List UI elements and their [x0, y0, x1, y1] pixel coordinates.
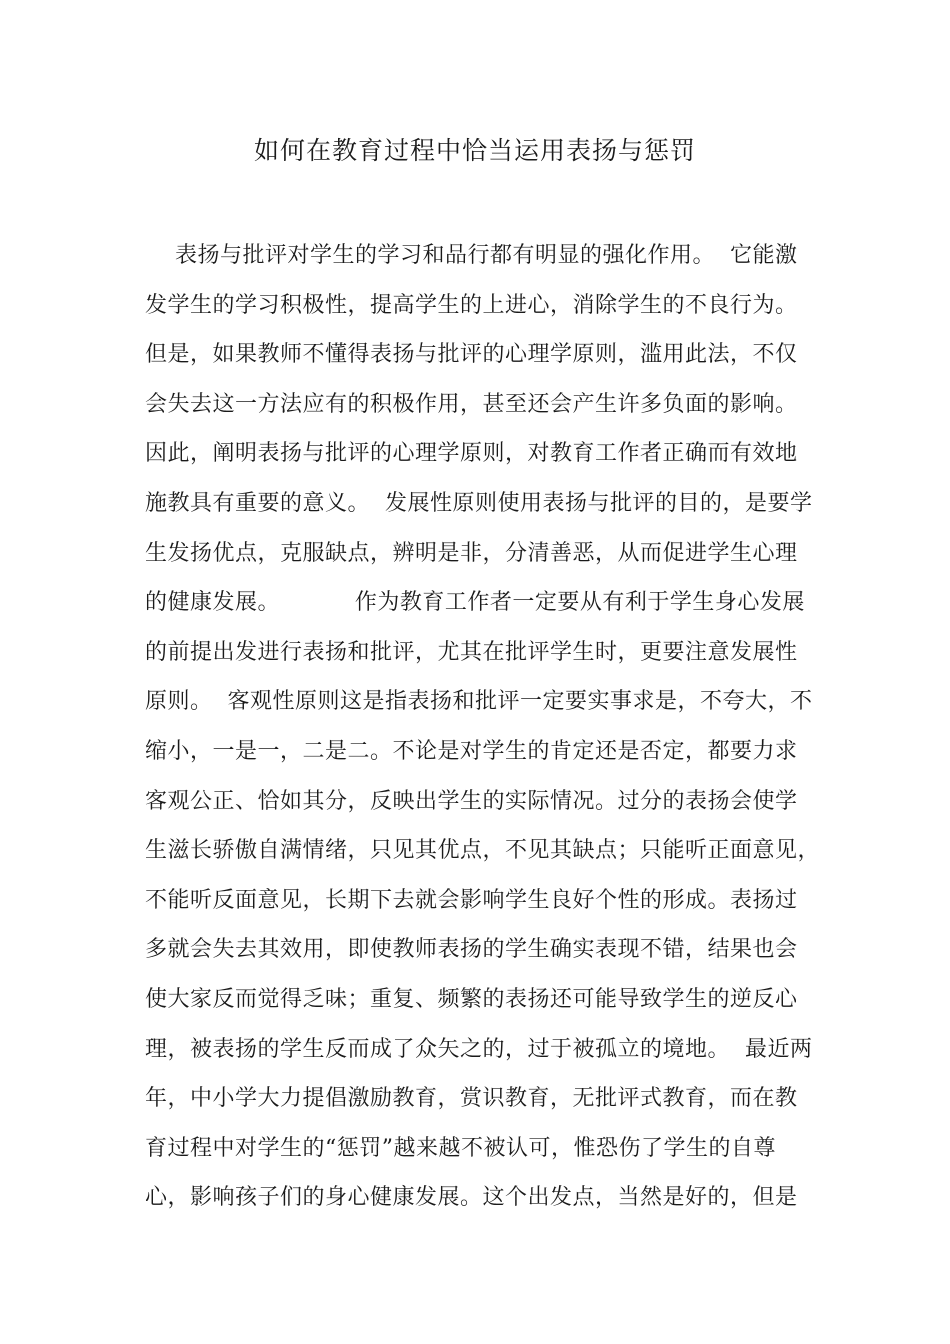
- text-line: 会失去这一方法应有的积极作用，甚至还会产生许多负面的影响。: [145, 391, 798, 417]
- text-line: 使大家反而觉得乏味；重复、频繁的表扬还可能导致学生的逆反心: [145, 986, 798, 1012]
- text-line: 原则。 客观性原则这是指表扬和批评一定要实事求是，不夸大，不: [145, 689, 813, 715]
- text-line: 但是，如果教师不懂得表扬与批评的心理学原则，滥用此法，不仅: [145, 342, 798, 368]
- text-line: 的前提出发进行表扬和批评，尤其在批评学生时，更要注意发展性: [145, 639, 798, 665]
- text-line: 缩小，一是一，二是二。不论是对学生的肯定还是否定，都要力求: [145, 738, 798, 764]
- text-line: 施教具有重要的意义。 发展性原则使用表扬与批评的目的，是要学: [145, 490, 813, 516]
- text-line: 不能听反面意见，长期下去就会影响学生良好个性的形成。表扬过: [145, 887, 798, 913]
- text-line: 发学生的学习积极性，提高学生的上进心，消除学生的不良行为。: [145, 292, 798, 318]
- text-line: 多就会失去其效用，即使教师表扬的学生确实表现不错，结果也会: [145, 937, 798, 963]
- text-line: 心，影响孩子们的身心健康发展。这个出发点，当然是好的，但是: [145, 1185, 798, 1211]
- text-line: 因此，阐明表扬与批评的心理学原则，对教育工作者正确而有效地: [145, 441, 798, 467]
- text-line: 生发扬优点，克服缺点，辨明是非，分清善恶，从而促进学生心理: [145, 540, 798, 566]
- text-line: 理，被表扬的学生反而成了众矢之的，过于被孤立的境地。 最近两: [145, 1036, 813, 1062]
- text-line: 年，中小学大力提倡激励教育，赏识教育，无批评式教育，而在教: [145, 1086, 798, 1112]
- text-line: 的健康发展。 作为教育工作者一定要从有利于学生身心发展: [145, 590, 805, 616]
- text-line: 客观公正、恰如其分，反映出学生的实际情况。过分的表扬会使学: [145, 788, 798, 814]
- document-title: 如何在教育过程中恰当运用表扬与惩罚: [253, 136, 696, 165]
- document-body: [145, 231, 825, 1223]
- text-line: 表扬与批评对学生的学习和品行都有明显的强化作用。 它能激: [145, 243, 798, 268]
- text-line: 育过程中对学生的“惩罚”越来越不被认可，惟恐伤了学生的自尊: [145, 1135, 776, 1161]
- text-line: 生滋长骄傲自满情绪，只见其优点，不见其缺点；只能听正面意见，: [145, 838, 821, 864]
